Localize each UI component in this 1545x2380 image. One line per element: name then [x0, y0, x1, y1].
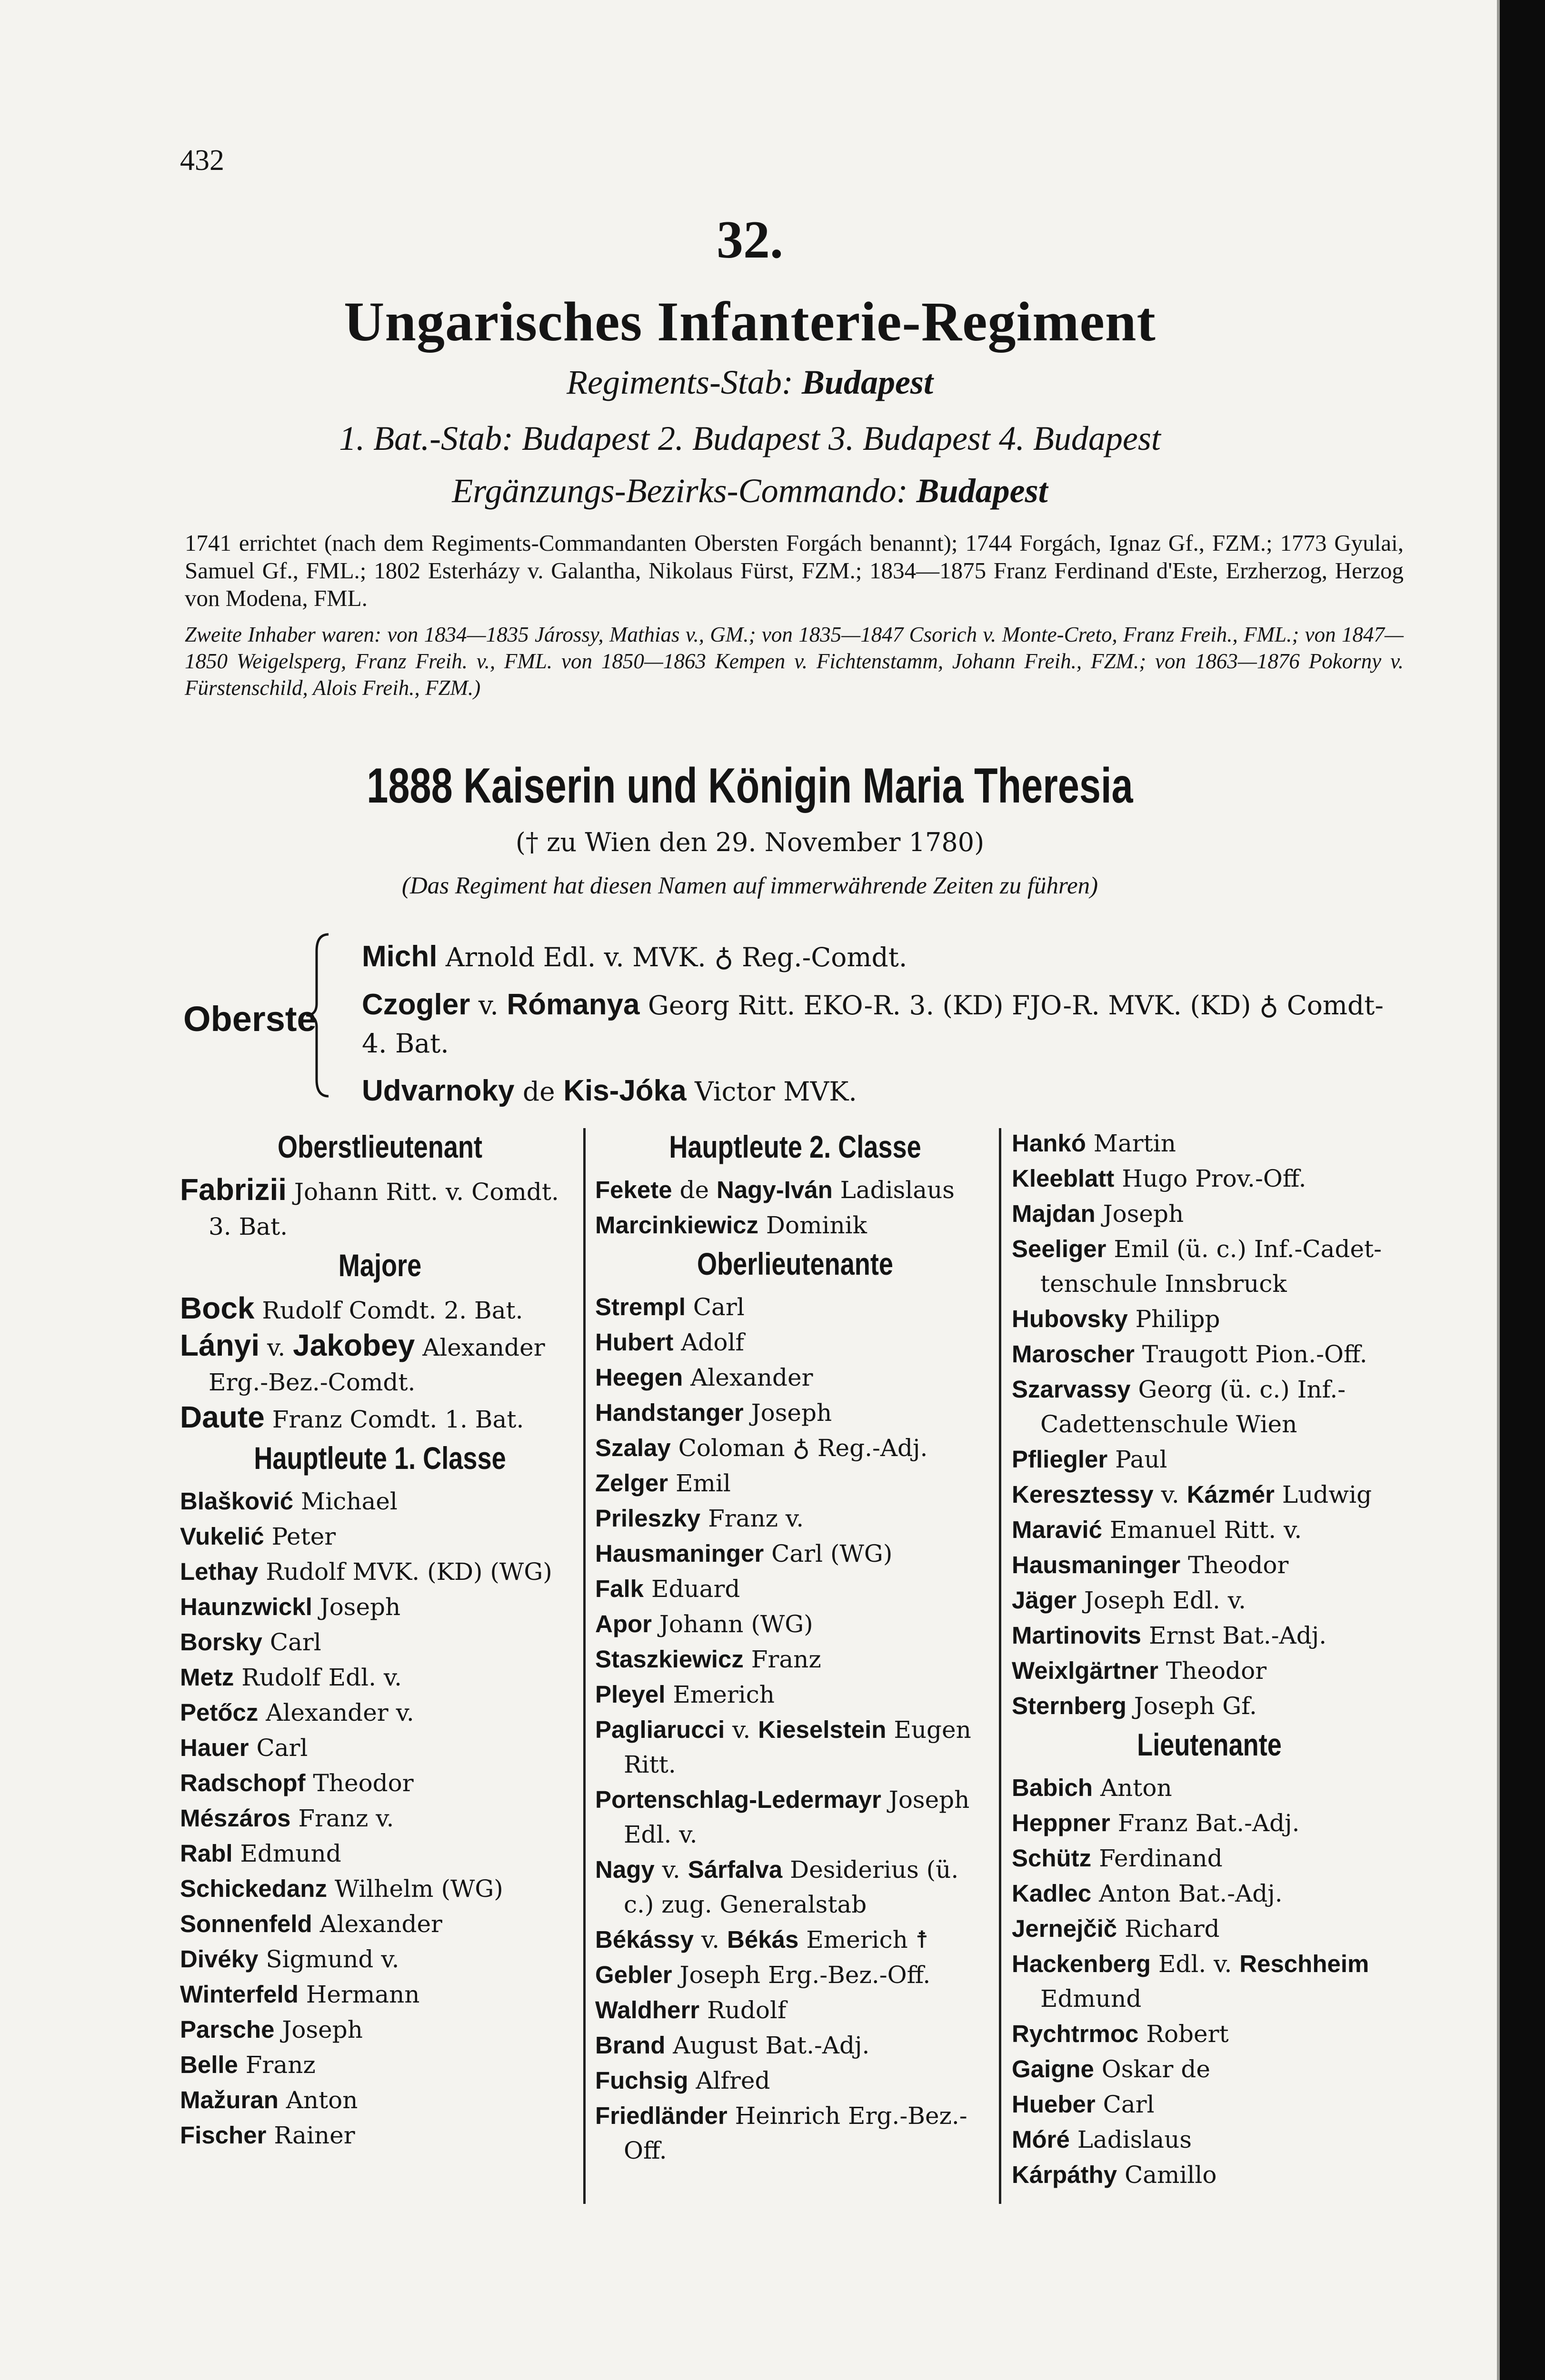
list-item [595, 1536, 995, 1571]
list-item [1012, 2016, 1407, 2052]
heading-hauptleute-2: Hauptleute 2. Classe [669, 1129, 921, 1164]
list-hauptleute-1 [180, 1484, 580, 2153]
officer-details: Traugott Pion.-Off. [1134, 1340, 1367, 1368]
officer-name: Staszkiewicz [595, 1646, 744, 1673]
list-item [1012, 1911, 1407, 1946]
list-item [1012, 2052, 1407, 2087]
officer-details: Ernst Bat.-Adj. [1141, 1622, 1327, 1649]
officer-details: tenschule Innsbruck [1040, 1270, 1287, 1298]
list-item [180, 1328, 580, 1365]
ergaenzung-label: Ergänzungs-Bezirks-Commando: [452, 472, 917, 510]
list-item [180, 1906, 580, 1942]
officer-details: Joseph Edl. v. [1077, 1587, 1246, 1614]
officer-details: Paul [1107, 1446, 1167, 1473]
officer-details: Off. [624, 2137, 667, 2164]
heading-oberlieutenante: Oberlieutenante [697, 1246, 893, 1281]
officer-details: Peter [264, 1523, 336, 1550]
list-item [180, 1730, 580, 1765]
list-item [595, 1887, 995, 1922]
oberst-entry [362, 981, 1384, 1029]
officer-name: Haunzwickl [180, 1593, 312, 1620]
list-item [180, 2047, 580, 2082]
heading-hauptleute-1: Hauptleute 1. Classe [254, 1440, 506, 1476]
list-item [1012, 1477, 1407, 1512]
officer-name: Hubert [595, 1329, 674, 1356]
officer-name: Lányi [180, 1328, 260, 1362]
list-item [1012, 1161, 1407, 1196]
list-item [595, 1817, 995, 1852]
officer-name: Gebler [595, 1961, 672, 1988]
officer-details: Franz v. [290, 1805, 394, 1832]
list-item [595, 1957, 995, 1993]
list-item [595, 1395, 995, 1430]
officer-name: Szalay [595, 1434, 671, 1461]
list-item [180, 1172, 580, 1210]
officer-details: Joseph [743, 1399, 832, 1427]
officer-name-2: Jakobey [293, 1328, 415, 1362]
officer-details: Johann (WG) [651, 1610, 813, 1638]
officer-name: Hauer [180, 1734, 249, 1761]
officer-details: Theodor [1180, 1551, 1289, 1579]
heading-lieutenante: Lieutenante [1137, 1727, 1282, 1762]
officer-name: Metz [180, 1664, 234, 1691]
list-item [180, 1871, 580, 1906]
officer-name: Daute [180, 1400, 265, 1434]
list-item [595, 1289, 995, 1325]
officer-details: Heinrich Erg.-Bez.- [727, 2102, 967, 2130]
list-item [595, 1852, 995, 1887]
officer-name: Kárpáthy [1012, 2161, 1117, 2188]
list-oberstlieutenant [180, 1172, 580, 1244]
list-lieutenante [1012, 1770, 1407, 2192]
list-item [1012, 2087, 1407, 2122]
officer-name: Parsche [180, 2016, 275, 2043]
officer-details: Rudolf Edl. v. [234, 1664, 402, 1691]
officer-name: Borsky [180, 1628, 262, 1656]
officer-name: Hubovsky [1012, 1305, 1128, 1332]
list-item [1012, 1982, 1407, 2016]
officer-details: Eduard [644, 1575, 740, 1603]
oberst-name: Czogler [362, 988, 470, 1021]
officer-details: Franz [743, 1646, 821, 1673]
officer-name: Weixlgärtner [1012, 1657, 1158, 1684]
list-item [595, 1501, 995, 1536]
list-item [595, 1325, 995, 1360]
officer-details: Oskar de [1094, 2055, 1210, 2083]
officer-details: Camillo [1117, 2161, 1217, 2189]
list-item [1012, 2157, 1407, 2192]
list-item [180, 1660, 580, 1695]
officer-details: Rudolf [699, 1996, 787, 2024]
officer-name: Fischer [180, 2122, 267, 2149]
officer-name: Schickedanz [180, 1875, 327, 1902]
officer-details: Alexander [312, 1910, 442, 1938]
list-item [595, 1642, 995, 1677]
officer-name: Seeliger [1012, 1235, 1106, 1262]
list-item [1012, 1876, 1407, 1911]
oberst-details: Georg Ritt. EKO-R. 3. (KD) FJO-R. MVK. (KD) ♁ Comdt- [639, 990, 1384, 1021]
list-item [180, 2118, 580, 2153]
list-item [595, 1466, 995, 1501]
list-item [1012, 1337, 1407, 1372]
officer-details: v. [725, 1716, 758, 1744]
column-3 [1012, 1126, 1407, 2192]
officer-details: Ladislaus [1069, 2126, 1192, 2153]
list-item [595, 1606, 995, 1642]
column-divider-1 [583, 1128, 586, 2204]
officer-details: Ritt. [624, 1751, 676, 1778]
list-item [1012, 1946, 1407, 1982]
list-item [1012, 1301, 1407, 1337]
officer-details: Hermann [298, 1981, 420, 2008]
list-item [595, 1430, 995, 1466]
oberst-name-2: Rómanya [507, 988, 640, 1021]
list-item [1012, 1653, 1407, 1688]
officer-details: Adolf [673, 1329, 744, 1356]
officer-name: Winterfeld [180, 1981, 299, 2008]
officer-name: Petőcz [180, 1699, 259, 1726]
officer-details: August Bat.-Adj. [665, 2032, 870, 2059]
officer-details: Carl [685, 1293, 745, 1321]
list-item [1012, 1805, 1407, 1841]
officer-name: Jäger [1012, 1587, 1077, 1614]
officer-details: Alfred [688, 2067, 770, 2094]
officer-details: de [672, 1176, 717, 1204]
officer-details: Sigmund v. [258, 1945, 399, 1973]
list-item [180, 1210, 580, 1244]
officer-details: Joseph [274, 2016, 363, 2043]
officer-name: Lethay [180, 1558, 259, 1585]
officer-name: Békássy [595, 1926, 694, 1953]
officer-details-2: Emerich ☨ [798, 1926, 928, 1954]
oberst-details: Arnold Edl. v. MVK. ♁ Reg.-Comdt. [437, 942, 907, 972]
oberste-list [362, 933, 1384, 1115]
officer-details: Philipp [1127, 1305, 1220, 1333]
ergaenzung-place: Budapest [916, 472, 1048, 510]
list-item [1012, 1126, 1407, 1161]
list-item [595, 1571, 995, 1606]
list-item [1012, 2122, 1407, 2157]
officer-details-2: Ludwig [1274, 1481, 1372, 1508]
list-item [180, 1484, 580, 1519]
officer-details: Joseph [312, 1593, 401, 1621]
officer-details: Georg (ü. c.) Inf.- [1130, 1376, 1346, 1403]
officer-name: Rychtrmoc [1012, 2020, 1139, 2047]
patron-note: (Das Regiment hat diesen Namen auf immerwährende Zeiten zu führen) [401, 873, 1098, 899]
list-item [180, 1836, 580, 1871]
officer-details: Rudolf Comdt. 2. Bat. [254, 1297, 523, 1324]
regiments-stab-label: Regiments-Stab: [567, 363, 802, 401]
oberst-name: Michl [362, 940, 438, 973]
officer-details: Emerich [665, 1681, 775, 1708]
oberst-details: Victor MVK. [686, 1076, 857, 1107]
officer-name: Nagy [595, 1856, 655, 1883]
officer-name-2: Békás [727, 1926, 799, 1953]
officer-name: Blašković [180, 1488, 294, 1515]
officer-details: Dominik [758, 1211, 867, 1239]
officer-name: Móré [1012, 2126, 1070, 2153]
column-divider-2 [999, 1128, 1001, 2204]
oberst-entry [362, 933, 1384, 981]
officer-details: Franz [238, 2051, 316, 2079]
oberst-details: 4. Bat. [362, 1028, 449, 1059]
officer-details: Edmund [232, 1840, 341, 1867]
heading-oberstlieutenant: Oberstlieutenant [277, 1129, 483, 1164]
list-item [1012, 1407, 1407, 1442]
officer-name: Zelger [595, 1469, 668, 1497]
officer-name: Gaigne [1012, 2055, 1094, 2082]
officer-name: Sternberg [1012, 1692, 1126, 1719]
officer-name: Friedländer [595, 2102, 728, 2129]
officer-details: Emil (ü. c.) Inf.-Cadet- [1106, 1235, 1382, 1263]
list-item [180, 2012, 580, 2047]
list-item [1012, 1196, 1407, 1231]
officer-name: Pfliegler [1012, 1446, 1108, 1473]
officer-name: Hankó [1012, 1130, 1086, 1157]
list-item [595, 2063, 995, 2098]
officer-name: Mažuran [180, 2086, 279, 2113]
oberst-connector: v. [470, 990, 507, 1021]
officer-name: Portenschlag-Ledermayr [595, 1786, 881, 1813]
regiments-stab-place: Budapest [801, 363, 933, 401]
list-item [595, 1747, 995, 1782]
officer-details: Joseph [1095, 1200, 1184, 1228]
list-item [180, 2082, 580, 2118]
officer-details: v. [259, 1334, 293, 1361]
list-item [595, 1208, 995, 1243]
officer-details: Cadettenschule Wien [1040, 1410, 1297, 1438]
officer-name: Kleeblatt [1012, 1165, 1115, 1192]
officer-details: Anton [278, 2086, 358, 2114]
second-inhaber: Zweite Inhaber waren: von 1834—1835 Járossy, Mathias v., GM.; von 1835—1847 Csorich v. Monte-Creto, Franz Freih., FML.; von 1847—1850 Weigelsperg, Franz Freih. v., FML. von 1850—1863 Kempen v. Fichtenstamm, Johann Freih., FZM.; von 1863—1876 Pokorny v. Fürstenschild, Alois Freih., FZM.) [185, 623, 1404, 700]
officer-name: Fuchsig [595, 2067, 688, 2094]
list-item [180, 1695, 580, 1730]
officer-details: Coloman ♁ Reg.-Adj. [670, 1434, 928, 1462]
officer-name: Sonnenfeld [180, 1910, 312, 1937]
list-item [595, 2098, 995, 2133]
list-item [180, 1365, 580, 1400]
oberst-connector: de [514, 1076, 564, 1107]
officer-name: Mészáros [180, 1805, 291, 1832]
list-item [595, 1677, 995, 1712]
list-oberlieutenante [595, 1289, 995, 2168]
officer-name: Rabl [180, 1840, 233, 1867]
officer-details: Hugo Prov.-Off. [1114, 1165, 1306, 1192]
officer-details: Rainer [266, 2122, 355, 2149]
list-item [1012, 1618, 1407, 1653]
oberst-name: Udvarnoky [362, 1074, 515, 1107]
list-item [1012, 1442, 1407, 1477]
regiment-title: Ungarisches Infanterie-Regiment [344, 290, 1156, 353]
officer-details: c.) zug. Generalstab [624, 1891, 867, 1918]
officer-name: Hackenberg [1012, 1950, 1151, 1977]
officer-details: Edmund [1040, 1985, 1142, 2013]
list-item [180, 1554, 580, 1589]
officer-name: Marcinkiewicz [595, 1211, 758, 1239]
officer-name: Apor [595, 1610, 652, 1637]
officer-details: Carl (WG) [764, 1540, 893, 1567]
officer-name: Fabrizii [180, 1172, 287, 1207]
officer-name-2: Kázmér [1186, 1481, 1275, 1508]
regiment-number: 32. [717, 210, 783, 269]
list-oberlieutenante-continued [1012, 1126, 1407, 1724]
officer-name: Pleyel [595, 1681, 666, 1708]
list-item [1012, 1512, 1407, 1547]
officer-details: Franz Comdt. 1. Bat. [264, 1406, 524, 1433]
officer-details: Ferdinand [1091, 1844, 1223, 1872]
oberst-name-2: Kis-Jóka [563, 1074, 687, 1107]
list-item [180, 1801, 580, 1836]
list-item [595, 1360, 995, 1395]
officer-name: Fekete [595, 1176, 672, 1203]
officer-details: Richard [1117, 1915, 1220, 1943]
officer-name: Hausmaninger [595, 1540, 764, 1567]
list-item [1012, 1841, 1407, 1876]
officer-details: 3. Bat. [209, 1213, 288, 1240]
list-item [1012, 1372, 1407, 1407]
officer-details: Johann Ritt. v. Comdt. [287, 1178, 559, 1206]
officer-name-2: Nagy-Iván [716, 1176, 833, 1203]
list-item [1012, 1547, 1407, 1583]
oberst-entry [362, 1029, 1384, 1058]
list-item [595, 1993, 995, 2028]
list-item [595, 1922, 995, 1957]
officer-details: Anton Bat.-Adj. [1091, 1880, 1283, 1907]
list-item [180, 1625, 580, 1660]
oberst-entry [362, 1067, 1384, 1115]
officer-name-2: Kieselstein [758, 1716, 887, 1743]
officer-details-2: Ladislaus [832, 1176, 955, 1204]
officer-name-2: Reschheim [1239, 1950, 1369, 1977]
officer-name: Divéky [180, 1945, 259, 1973]
list-item [1012, 1583, 1407, 1618]
officer-name: Brand [595, 2032, 666, 2059]
officer-name: Vukelić [180, 1523, 264, 1550]
officer-details-2: Alexander [415, 1334, 545, 1361]
regiments-stab [0, 363, 1500, 402]
ergaenzung-commando [0, 471, 1500, 511]
officer-details: Theodor [1158, 1657, 1267, 1685]
officer-name: Pagliarucci [595, 1716, 725, 1743]
officer-details: Martin [1086, 1130, 1176, 1157]
page-edge [1500, 0, 1545, 2380]
officer-details: v. [694, 1926, 728, 1954]
officer-name: Hausmaninger [1012, 1551, 1181, 1578]
officer-name: Heppner [1012, 1809, 1110, 1836]
officer-name: Strempl [595, 1293, 686, 1320]
oberste-label: Oberste [183, 999, 317, 1039]
list-item [180, 1519, 580, 1554]
officer-name: Maravić [1012, 1516, 1102, 1543]
officer-name: Waldherr [595, 1996, 700, 2023]
officer-details: Carl [1095, 2091, 1155, 2118]
officer-name: Radschopf [180, 1769, 306, 1796]
officer-details: Edl. v. [624, 1821, 698, 1848]
list-hauptleute-2 [595, 1172, 995, 1243]
officer-details: Joseph [881, 1786, 970, 1814]
officer-details: Joseph Erg.-Bez.-Off. [672, 1961, 931, 1989]
officer-details: v. [1153, 1481, 1187, 1508]
list-item [595, 1712, 995, 1747]
list-item [180, 1977, 580, 2012]
officer-details: Alexander [683, 1364, 813, 1391]
officer-details: Rudolf MVK. (KD) (WG) [258, 1558, 552, 1586]
oberste-brace [302, 932, 336, 1099]
officer-details: Edl. v. [1150, 1950, 1240, 1978]
list-item [1012, 1267, 1407, 1301]
officer-name: Prileszky [595, 1505, 701, 1532]
list-item [595, 1172, 995, 1208]
officer-name: Schütz [1012, 1844, 1092, 1872]
officer-details: Theodor [305, 1769, 414, 1797]
officer-name: Babich [1012, 1774, 1093, 1801]
officer-details-2: Eugen [886, 1716, 971, 1744]
officer-name: Jernejčič [1012, 1915, 1117, 1942]
officer-details-2: Desiderius (ü. [782, 1856, 959, 1884]
officer-name: Handstanger [595, 1399, 744, 1426]
officer-details: Carl [249, 1734, 308, 1762]
list-item [595, 2133, 995, 2168]
list-item [595, 1782, 995, 1817]
list-majore [180, 1291, 580, 1437]
officer-details: Carl [262, 1628, 321, 1656]
list-item [180, 1400, 580, 1437]
officer-name: Majdan [1012, 1200, 1096, 1227]
regiment-history: 1741 errichtet (nach dem Regiments-Commandanten Obersten Forgách benannt); 1744 Forgách, Ignaz Gf., FZM.; 1773 Gyulai, Samuel Gf., FML.; 1802 Esterházy v. Galantha, Nikolaus Fürst, FZM.; 1834—1875 Franz Ferdinand d'Este, Erzherzog, Herzog von Modena, FML. [185, 530, 1404, 611]
officer-details: Anton [1093, 1774, 1172, 1802]
officer-details: Franz Bat.-Adj. [1110, 1809, 1300, 1837]
list-item [180, 1765, 580, 1801]
officer-details: Alexander v. [258, 1699, 414, 1726]
officer-name: Keresztessy [1012, 1481, 1154, 1508]
regiment-patron: 1888 Kaiserin und Königin Maria Theresia [367, 758, 1133, 813]
officer-details: Wilhelm (WG) [327, 1875, 503, 1903]
column-2 [595, 1126, 995, 2168]
officer-details: Michael [293, 1488, 398, 1515]
column-1 [180, 1126, 580, 2153]
officer-name: Belle [180, 2051, 238, 2078]
list-item [180, 1942, 580, 1977]
list-item [595, 2028, 995, 2063]
officer-details: v. [654, 1856, 688, 1884]
officer-name-2: Sárfalva [688, 1856, 783, 1883]
officer-name: Hueber [1012, 2091, 1096, 2118]
list-item [180, 1291, 580, 1328]
officer-name: Maroscher [1012, 1340, 1135, 1368]
list-item [1012, 1231, 1407, 1267]
list-item [1012, 1688, 1407, 1724]
officer-details: Erg.-Bez.-Comdt. [209, 1368, 416, 1396]
patron-death: († zu Wien den 29. November 1780) [515, 827, 985, 857]
officer-name: Falk [595, 1575, 644, 1602]
officer-details: Joseph Gf. [1126, 1692, 1257, 1720]
officer-details: Emanuel Ritt. v. [1102, 1516, 1302, 1544]
officer-name: Szarvassy [1012, 1376, 1131, 1403]
battalion-staffs: 1. Bat.-Stab: Budapest 2. Budapest 3. Budapest 4. Budapest [339, 419, 1161, 457]
list-item [1012, 1770, 1407, 1805]
officer-name: Kadlec [1012, 1880, 1092, 1907]
officer-details: Franz v. [700, 1505, 804, 1532]
officer-name: Bock [180, 1291, 255, 1325]
officer-name: Martinovits [1012, 1622, 1142, 1649]
list-item [180, 1589, 580, 1625]
officer-details: Robert [1138, 2020, 1229, 2048]
page-number: 432 [180, 144, 224, 177]
officer-name: Heegen [595, 1364, 683, 1391]
heading-majore: Majore [338, 1248, 422, 1283]
officer-details: Emil [668, 1469, 731, 1497]
